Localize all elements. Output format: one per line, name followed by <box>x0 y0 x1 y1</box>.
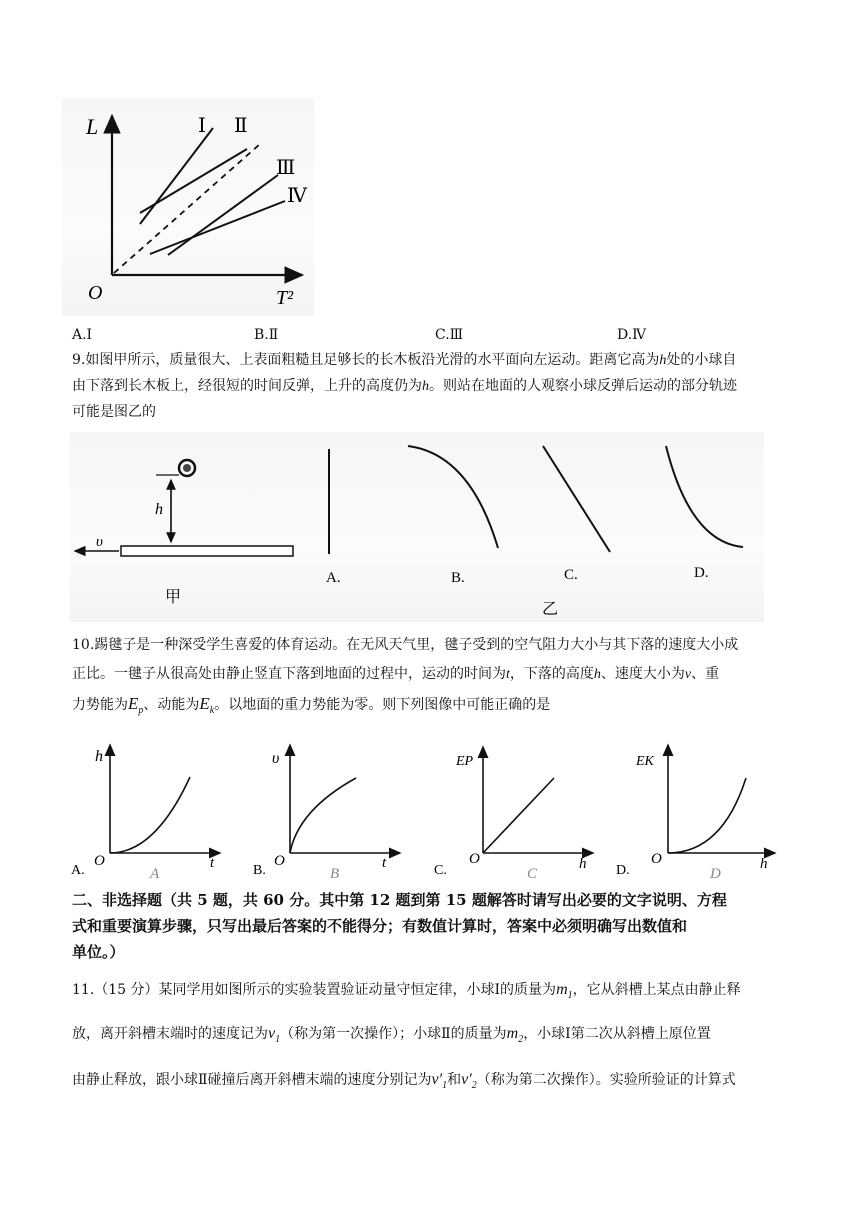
graph-d-origin: O <box>651 851 662 867</box>
q11-line-2: 放，离开斜槽末端时的速度记为$v_1$（称为第一次操作）；小球Ⅱ的质量为$m_2$，小球Ⅰ第二次从斜槽上原位置 <box>72 1025 711 1045</box>
q9-label-b: B. <box>451 570 465 586</box>
graph-d-letter: D <box>710 866 721 880</box>
q10-graphs-svg <box>70 735 790 880</box>
graph-a-origin: O <box>94 853 105 869</box>
graph-d <box>616 745 775 880</box>
graph-c-option: C. <box>434 863 447 878</box>
q9-v-label: υ <box>96 534 103 550</box>
section2-line-1: 二、非选择题（共 5 题，共 60 分。其中第 12 题到第 15 题解答时请写出必要的文字说明、方程 <box>72 891 727 909</box>
trajectory-c <box>543 446 610 552</box>
q8-line-4 <box>150 201 285 254</box>
graph-b-y: υ <box>272 750 280 767</box>
trajectory-b <box>408 446 498 548</box>
graph-b <box>253 745 400 880</box>
q8-option-a: A.Ⅰ <box>72 327 93 343</box>
q8-graph <box>62 98 314 316</box>
q8-origin: O <box>88 282 103 304</box>
graph-b-x: t <box>382 855 387 871</box>
q8-option-d: D.Ⅳ <box>617 327 647 343</box>
graph-a-y: h <box>95 748 103 765</box>
q8-label-2: Ⅱ <box>234 115 248 137</box>
q11-line-3: 由静止释放，跟小球Ⅱ碰撞后离开斜槽末端的速度分别记为$v'_1$和$v'_2$（称为第二次操作）。实验所验证的计算式 <box>72 1071 736 1091</box>
graph-a-option: A. <box>71 863 85 878</box>
graph-a-x: t <box>210 855 215 871</box>
q8-label-1: Ⅰ <box>198 115 206 137</box>
graph-d-x: h <box>760 856 768 872</box>
q9-figure <box>70 432 764 622</box>
q8-label-3: Ⅲ <box>276 157 296 179</box>
q9-line-3: 可能是图乙的 <box>72 404 156 420</box>
graph-a <box>71 745 220 880</box>
graph-c-line <box>483 778 554 853</box>
q9-h-label: h <box>155 501 163 518</box>
graph-a-curve <box>110 777 190 853</box>
q10-line-2: 正比。一毽子从很高处由静止竖直下落到地面的过程中，运动的时间为t，下落的高度h、速度大小为v、重 <box>72 666 720 682</box>
graph-c-letter: C <box>527 866 538 880</box>
q9-line-2: 由下落到长木板上，经很短的时间反弹，上升的高度仍为h。则站在地面的人观察小球反弹后运动的部分轨迹 <box>72 378 737 394</box>
graph-c <box>434 747 593 880</box>
q9-line-1: 9.如图甲所示，质量很大、上表面粗糙且足够长的长木板沿光滑的水平面向左运动。距离它高为h处的小球自 <box>72 352 737 368</box>
q11-line-1: 11.（15 分）某同学用如图所示的实验装置验证动量守恒定律，小球Ⅰ的质量为$m_1$，它从斜槽上某点由静止释 <box>72 981 741 1001</box>
q10-line-1: 10.踢毽子是一种深受学生喜爱的体育运动。在无风天气里，毽子受到的空气阻力大小与其下落的速度大小成 <box>72 637 739 653</box>
graph-c-y: EP <box>456 754 474 769</box>
q8-y-label: L <box>86 114 99 139</box>
q10-graphs <box>70 735 790 880</box>
graph-b-option: B. <box>253 863 266 878</box>
q8-line-2 <box>140 149 247 213</box>
q10-line-3: 力势能为$E_p$、动能为$E_k$。以地面的重力势能为零。则下列图像中可能正确的是 <box>72 694 551 716</box>
q8-x-label: T² <box>276 287 294 309</box>
graph-d-curve <box>668 778 746 853</box>
q9-yi-label: 乙 <box>542 601 559 618</box>
q8-option-b: B.Ⅱ <box>254 327 279 343</box>
graph-d-y: EK <box>636 754 654 769</box>
graph-d-option: D. <box>616 863 630 878</box>
graph-c-x: h <box>579 856 587 872</box>
q8-option-c: C.Ⅲ <box>435 327 464 343</box>
graph-c-origin: O <box>469 851 480 867</box>
graph-b-origin: O <box>274 853 285 869</box>
q8-figure <box>62 98 314 316</box>
long-board <box>121 546 293 556</box>
q9-jia-label: 甲 <box>165 589 182 606</box>
q9-graph <box>70 432 764 622</box>
q9-label-a: A. <box>326 570 341 586</box>
q8-label-4: Ⅳ <box>287 185 307 207</box>
section2-line-2: 式和重要演算步骤，只写出最后答案的不能得分；有数值计算时，答案中必须明确写出数值和 <box>72 917 688 935</box>
section2-line-3: 单位。） <box>72 943 125 961</box>
q9-label-d: D. <box>694 565 709 581</box>
q9-label-c: C. <box>564 567 578 583</box>
graph-b-letter: B <box>330 866 340 880</box>
trajectory-d <box>666 446 743 547</box>
graph-a-letter: A <box>150 866 160 880</box>
graph-b-curve <box>290 778 356 853</box>
